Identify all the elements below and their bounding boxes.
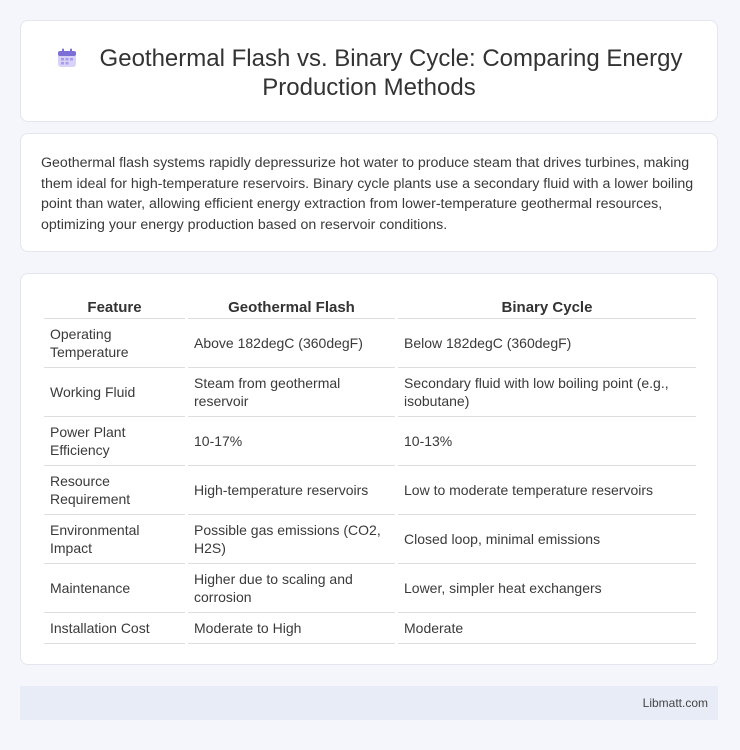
calendar-icon bbox=[56, 47, 78, 69]
binary-cell: Closed loop, minimal emissions bbox=[398, 515, 696, 564]
header-feature: Feature bbox=[44, 296, 185, 319]
feature-cell: Maintenance bbox=[44, 564, 185, 613]
summary-text: Geothermal flash systems rapidly depressurize hot water to produce steam that drives turbines, making them ideal for high-temperature reservoirs. Binary cycle plants use a secondary fluid with a lower boiling point than water, allowing efficient energy extraction from lower-temperature geothermal resources, optimizing your energy production based on reservoir conditions. bbox=[41, 155, 694, 233]
page-title bbox=[21, 44, 717, 102]
flash-cell: Possible gas emissions (CO2, H2S) bbox=[188, 515, 395, 564]
footer bbox=[20, 686, 718, 720]
feature-cell: Operating Temperature bbox=[44, 319, 185, 368]
title-text-1: Geothermal Flash vs. Binary Cycle: Comparing Energy bbox=[99, 45, 683, 72]
table-row bbox=[44, 564, 696, 613]
feature-cell: Resource Requirement bbox=[44, 466, 185, 515]
header-card bbox=[20, 20, 718, 122]
binary-cell: Below 182degC (360degF) bbox=[398, 319, 696, 368]
feature-cell: Installation Cost bbox=[44, 613, 185, 644]
binary-cell: 10-13% bbox=[398, 417, 696, 466]
feature-cell: Power Plant Efficiency bbox=[44, 417, 185, 466]
flash-cell: Higher due to scaling and corrosion bbox=[188, 564, 395, 613]
binary-cell: Secondary fluid with low boiling point (e.g., isobutane) bbox=[398, 368, 696, 417]
table-row bbox=[44, 417, 696, 466]
title-line-2: Production Methods bbox=[262, 74, 476, 101]
table-row bbox=[44, 613, 696, 644]
binary-cell: Low to moderate temperature reservoirs bbox=[398, 466, 696, 515]
table-row bbox=[44, 319, 696, 368]
flash-cell: High-temperature reservoirs bbox=[188, 466, 395, 515]
table-row bbox=[44, 466, 696, 515]
header-geothermal-flash: Geothermal Flash bbox=[188, 296, 395, 319]
summary-card bbox=[20, 133, 718, 252]
flash-cell: 10-17% bbox=[188, 417, 395, 466]
table-row bbox=[44, 515, 696, 564]
binary-cell: Moderate bbox=[398, 613, 696, 644]
table-row bbox=[44, 368, 696, 417]
comparison-table bbox=[41, 296, 699, 644]
flash-cell: Steam from geothermal reservoir bbox=[188, 368, 395, 417]
binary-cell: Lower, simpler heat exchangers bbox=[398, 564, 696, 613]
comparison-card bbox=[20, 273, 718, 665]
feature-cell: Environmental Impact bbox=[44, 515, 185, 564]
header-binary-cycle: Binary Cycle bbox=[398, 296, 696, 319]
footer-brand[interactable]: Libmatt.com bbox=[642, 696, 708, 710]
flash-cell: Moderate to High bbox=[188, 613, 395, 644]
feature-cell: Working Fluid bbox=[44, 368, 185, 417]
title-line-1 bbox=[21, 44, 717, 73]
table-header-row bbox=[44, 296, 696, 319]
flash-cell: Above 182degC (360degF) bbox=[188, 319, 395, 368]
